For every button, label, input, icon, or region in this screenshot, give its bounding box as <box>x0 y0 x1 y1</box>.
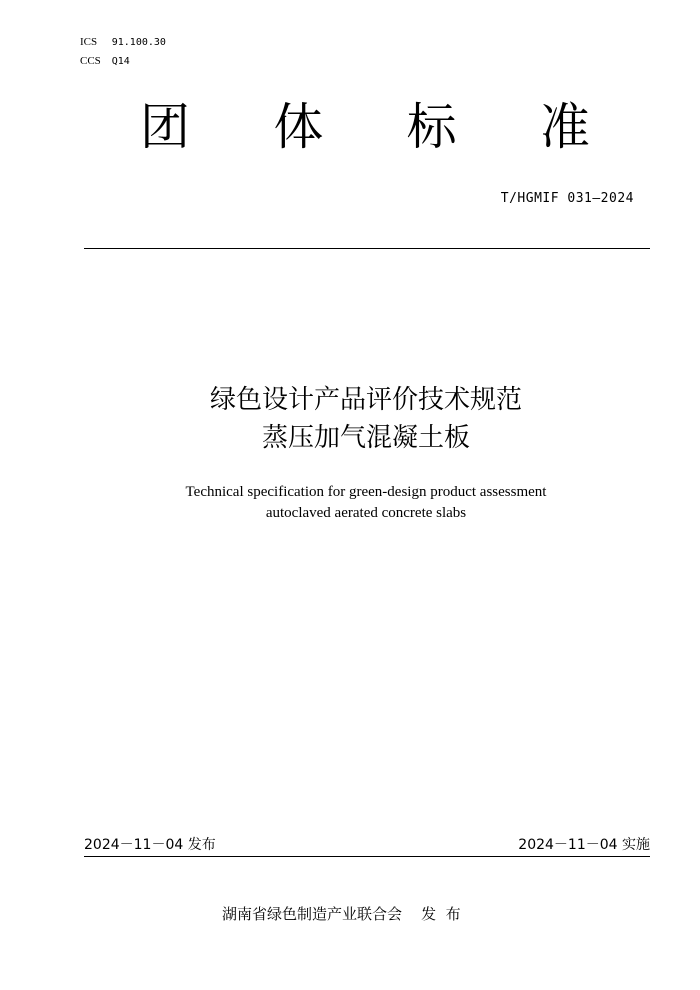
ccs-label: CCS <box>80 55 101 67</box>
english-title-line-2: autoclaved aerated concrete slabs <box>265 505 467 521</box>
implement-date: 2024－11－04 实施 <box>518 837 650 853</box>
ccs-row <box>80 52 166 71</box>
ics-label: ICS <box>80 36 98 48</box>
ics-value: 91.100.30 <box>111 37 166 48</box>
publish-date: 2024－11－04 发布 <box>84 837 216 853</box>
chinese-title <box>0 381 700 457</box>
standard-code: T/HGMIF 031—2024 <box>500 191 634 206</box>
standard-type-char: 准 <box>539 98 590 156</box>
bottom-divider <box>84 856 650 857</box>
ics-row <box>80 33 166 52</box>
standard-type-char: 团 <box>140 98 190 156</box>
standard-type-char: 标 <box>406 98 457 156</box>
ccs-value: Q14 <box>111 56 130 67</box>
english-title <box>0 482 700 524</box>
standard-type-heading <box>140 96 590 158</box>
english-title-line-1: Technical specification for green-design product assessment <box>185 484 547 500</box>
chinese-title-line-1: 绿色设计产品评价技术规范 <box>209 385 522 415</box>
classification-block <box>80 33 166 71</box>
standard-type-char: 体 <box>273 98 324 156</box>
top-divider <box>84 248 650 249</box>
chinese-title-line-2: 蒸压加气混凝土板 <box>261 423 470 453</box>
issuer: 湖南省绿色制造产业联合会 发 布 <box>222 905 461 923</box>
